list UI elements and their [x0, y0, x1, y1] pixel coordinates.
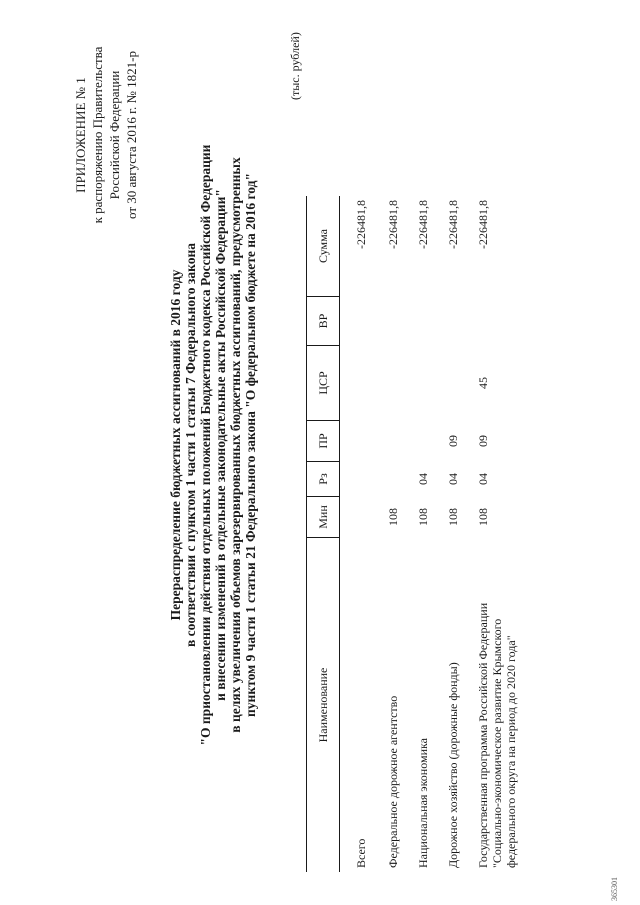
row-pr	[386, 421, 416, 462]
title-line-5: в целях увеличения объемов зарезервированных бюджетных ассигнований, предусмотренных	[228, 157, 243, 733]
row-name-line-1: Государственная программа Российской Федерации	[475, 602, 490, 868]
row-vr	[476, 297, 556, 346]
row-min: 108	[415, 508, 430, 526]
row-pr: 09	[475, 435, 490, 447]
table-row	[446, 196, 476, 872]
row-rz	[340, 462, 386, 497]
row-name-line-3: федерального округа на период до 2020 года"	[503, 635, 518, 868]
row-sum: -226481,8	[385, 200, 400, 249]
row-name: Дорожное хозяйство (дорожные фонды)	[445, 662, 460, 868]
row-sum: -226481,8	[475, 200, 490, 249]
row-pr: 09	[445, 435, 460, 447]
header-pr: ПР	[307, 421, 340, 462]
header-name: Наименование	[307, 538, 340, 873]
row-pr	[416, 421, 446, 462]
row-vr	[446, 297, 476, 346]
document-title	[168, 115, 258, 775]
appendix-line-2: к распоряжению Правительства	[90, 46, 105, 224]
title-line-3: "О приостановлении действия отдельных положений Бюджетного кодекса Российской Федерации	[198, 144, 213, 746]
table-row	[386, 196, 416, 872]
row-csr: 45	[475, 377, 490, 389]
row-rz: 04	[415, 473, 430, 485]
table-row	[416, 196, 446, 872]
row-min: 108	[475, 508, 490, 526]
table-row	[340, 196, 386, 872]
row-csr	[386, 346, 416, 421]
budget-table	[306, 196, 556, 872]
appendix-header	[72, 5, 140, 265]
row-rz: 04	[445, 473, 460, 485]
header-min: Мин	[307, 497, 340, 538]
row-csr	[340, 346, 386, 421]
table-header-row	[307, 196, 340, 872]
row-sum: -226481,8	[445, 200, 460, 249]
row-csr	[446, 346, 476, 421]
row-rz	[386, 462, 416, 497]
row-sum: -226481,8	[415, 200, 430, 249]
row-name-line-2: "Социально-экономическое развитие Крымского	[489, 618, 504, 868]
header-csr: ЦСР	[307, 346, 340, 421]
row-vr	[386, 297, 416, 346]
header-sum: Сумма	[307, 196, 340, 297]
row-csr	[416, 346, 446, 421]
row-vr	[340, 297, 386, 346]
title-line-4: и внесении изменений в отдельные законодательные акты Российской Федерации"	[213, 189, 228, 701]
title-line-2: в соответствии с пунктом 1 части 1 статьи 7 Федерального закона	[183, 243, 198, 647]
footer-code: 365301	[610, 877, 619, 901]
row-name: Всего	[354, 838, 368, 868]
row-vr	[416, 297, 446, 346]
row-rz: 04	[475, 473, 490, 485]
header-rz: Рз	[307, 462, 340, 497]
title-line-1: Перераспределение бюджетных ассигнований в 2016 году	[168, 269, 183, 621]
row-min	[340, 497, 386, 538]
row-pr	[340, 421, 386, 462]
row-name	[476, 538, 556, 873]
row-min: 108	[385, 508, 400, 526]
appendix-date: от 30 августа 2016 г. № 1821-р	[124, 51, 139, 219]
appendix-label: ПРИЛОЖЕНИЕ № 1	[73, 77, 88, 193]
units-note: (тыс. рублей)	[288, 32, 302, 100]
row-name: Федеральное дорожное агентство	[385, 695, 400, 868]
row-name: Национальная экономика	[415, 738, 430, 868]
appendix-line-3: Российской Федерации	[107, 70, 122, 200]
table-row	[476, 196, 556, 872]
header-vr: ВР	[307, 297, 340, 346]
row-sum: -226481,8	[354, 200, 368, 249]
title-line-6: пунктом 9 части 1 статьи 21 Федерального закона "О федеральном бюджете на 2016 год"	[243, 173, 258, 717]
row-min: 108	[445, 508, 460, 526]
